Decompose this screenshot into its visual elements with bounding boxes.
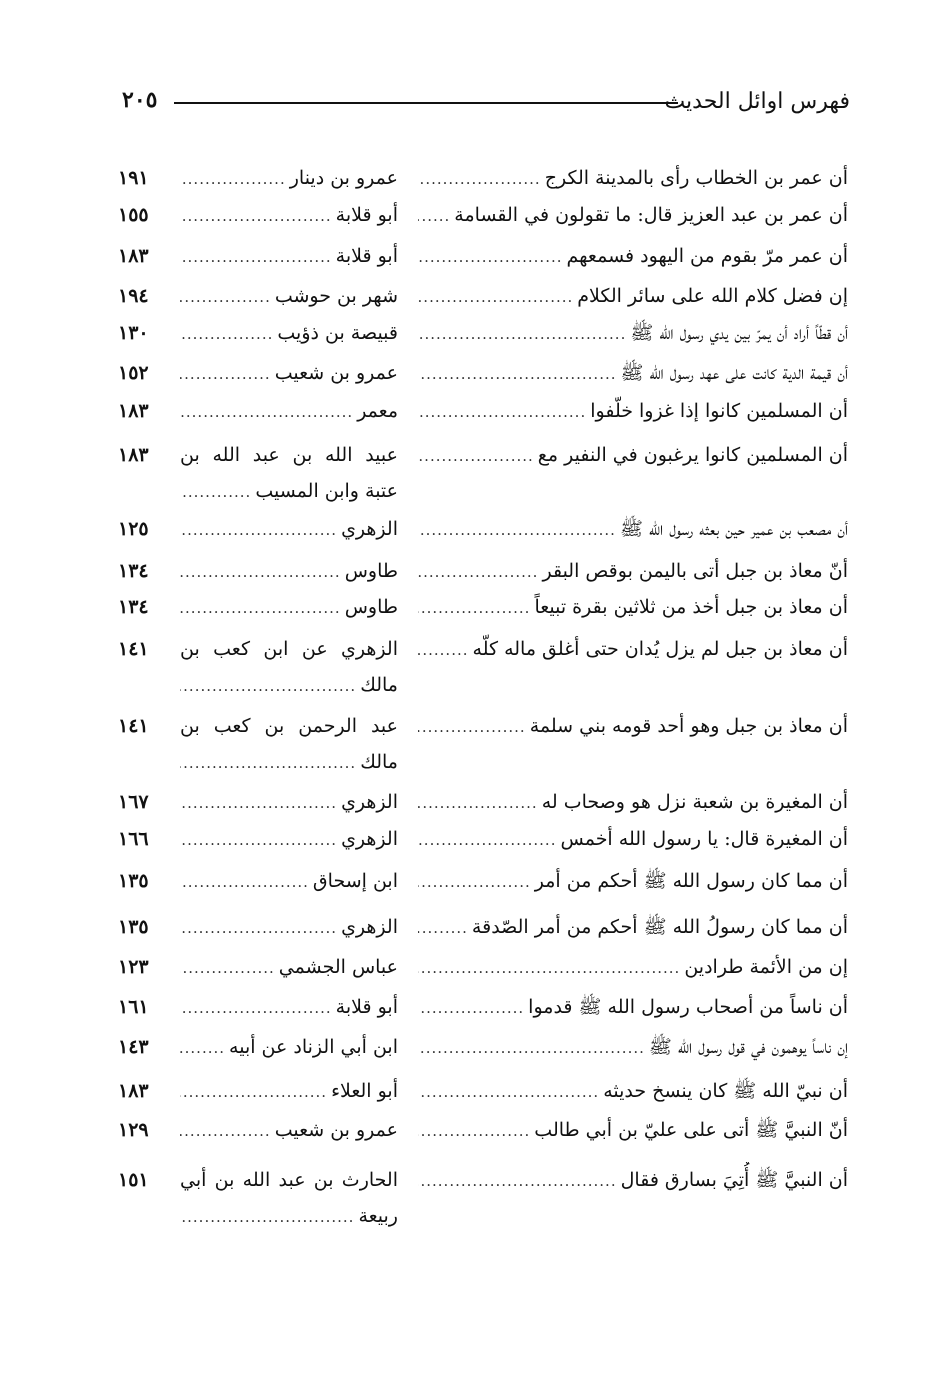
hadith-opening: أن عمر مرّ بقوم من اليهود فسمعهم ..... bbox=[418, 238, 848, 275]
hadith-opening: أن عمر بن الخطاب رأى بالمدينة الكرج ..... bbox=[418, 160, 848, 197]
hadith-opening: أن معاذ بن جبل أخذ من ثلاثين بقرة تبيعاً ..... bbox=[418, 589, 848, 626]
page-reference: ١٣٤ bbox=[118, 596, 149, 618]
page-reference: ١٣٥ bbox=[118, 916, 149, 938]
hadith-opening: أن معاذ بن جبل لم يزل يُدان حتى أغلق ماله كلّه ..... bbox=[418, 631, 848, 668]
running-title: فهرس اوائل الحديث bbox=[664, 89, 850, 114]
hadith-opening: إن من الأئمة طرادين ..... bbox=[418, 949, 848, 986]
narrator: عمرو بن دينار ..... bbox=[180, 160, 398, 197]
narrator: ابن إسحاق ..... bbox=[180, 863, 398, 900]
page-reference: ١٩١ bbox=[118, 167, 149, 189]
page-reference: ١٨٣ bbox=[118, 400, 149, 422]
hadith-opening: أن مما كان رسول الله ﷺ أحكم من أمر ..... bbox=[418, 863, 848, 900]
narrator: شهر بن حوشب ..... bbox=[180, 278, 398, 315]
page-number: ٢٠٥ bbox=[122, 87, 158, 113]
narrator: أبو قلابة ..... bbox=[180, 197, 398, 234]
page-reference: ١٤١ bbox=[118, 715, 149, 737]
hadith-opening: أن عمر بن عبد العزيز قال: ما تقولون في القسامة ..... bbox=[418, 197, 848, 234]
hadith-opening: أن المسلمين كانوا إذا غزوا خلّفوا ..... bbox=[418, 393, 848, 430]
narrator: معمر ..... bbox=[180, 393, 398, 430]
narrator: عمرو بن شعيب ..... bbox=[180, 355, 398, 392]
hadith-opening: أن معاذ بن جبل وهو أحد قومه بني سلمة ..... bbox=[418, 708, 848, 745]
page-reference: ١٣٥ bbox=[118, 870, 149, 892]
narrator: ابن أبي الزناد عن أبيه ..... bbox=[180, 1029, 398, 1066]
page-reference: ١٩٤ bbox=[118, 285, 149, 307]
page-reference: ١٦٦ bbox=[118, 828, 149, 850]
hadith-opening: أن المغيرة بن شعبة نزل هو وصحاب له ..... bbox=[418, 784, 848, 821]
hadith-opening: أن ناساً من أصحاب رسول الله ﷺ قدموا ..... bbox=[418, 989, 848, 1026]
page-reference: ١٦٧ bbox=[118, 791, 149, 813]
narrator: طاوس ..... bbox=[180, 589, 398, 626]
hadith-opening: أن مصعب بن عمير حين بعثه رسول الله ﷺ ..... bbox=[418, 511, 848, 548]
narrator: الزهري عن ابن كعب بن مالك ..... bbox=[180, 631, 398, 704]
narrator: عمرو بن شعيب ..... bbox=[180, 1112, 398, 1149]
narrator: أبو قلابة ..... bbox=[180, 989, 398, 1026]
narrator: الزهري ..... bbox=[180, 784, 398, 821]
narrator: الحارث بن عبد الله بن أبي ربيعة ..... bbox=[180, 1162, 398, 1235]
page-reference: ١٦١ bbox=[118, 996, 149, 1018]
narrator: أبو العلاء ..... bbox=[180, 1073, 398, 1110]
narrator: أبو قلابة ..... bbox=[180, 238, 398, 275]
narrator: طاوس ..... bbox=[180, 553, 398, 590]
hadith-opening: أن نبيّ الله ﷺ كان ينسخ حديثه ..... bbox=[418, 1073, 848, 1110]
hadith-opening: أن المسلمين كانوا يرغبون في النفير مع ..... bbox=[418, 437, 848, 474]
hadith-opening: أن قيمة الدية كانت على عهد رسول الله ﷺ ..... bbox=[418, 355, 848, 392]
narrator: الزهري ..... bbox=[180, 909, 398, 946]
hadith-opening: أن قطّاً أراد أن يمرّ بين يدي رسول الله ﷺ ..... bbox=[418, 315, 848, 352]
narrator: عبد الرحمن بن كعب بن مالك ..... bbox=[180, 708, 398, 781]
page-reference: ١٥٥ bbox=[118, 204, 149, 226]
page-reference: ١٤١ bbox=[118, 638, 149, 660]
narrator: الزهري ..... bbox=[180, 821, 398, 858]
page-reference: ١٥٢ bbox=[118, 362, 149, 384]
narrator: عبيد الله بن عبد الله بن عتبة وابن المسيب ..... bbox=[180, 437, 398, 510]
page-reference: ١٢٩ bbox=[118, 1119, 149, 1141]
page-header bbox=[122, 86, 850, 120]
page-reference: ١٢٥ bbox=[118, 518, 149, 540]
hadith-opening: أن النبيَّ ﷺ أُتِيَ بسارق فقال ..... bbox=[418, 1162, 848, 1199]
page-reference: ١٣٠ bbox=[118, 322, 149, 344]
page-reference: ١٢٣ bbox=[118, 956, 149, 978]
hadith-opening: إن فضل كلام الله على سائر الكلام ..... bbox=[418, 278, 848, 315]
narrator: الزهري ..... bbox=[180, 511, 398, 548]
narrator: عباس الجشمي ..... bbox=[180, 949, 398, 986]
hadith-opening: أن المغيرة قال: يا رسول الله أخمس ..... bbox=[418, 821, 848, 858]
hadith-opening: أنّ النبيَّ ﷺ أتى على عليّ بن أبي طالب ..... bbox=[418, 1112, 848, 1149]
page-reference: ١٣٤ bbox=[118, 560, 149, 582]
page-reference: ١٨٣ bbox=[118, 245, 149, 267]
header-rule bbox=[174, 102, 678, 104]
page-reference: ١٥١ bbox=[118, 1169, 149, 1191]
page-reference: ١٨٣ bbox=[118, 1080, 149, 1102]
page-reference: ١٤٣ bbox=[118, 1036, 149, 1058]
hadith-opening: أن مما كان رسولُ الله ﷺ أحكم من أمر الصّدقة ..... bbox=[418, 909, 848, 946]
page-reference: ١٨٣ bbox=[118, 444, 149, 466]
narrator: قبيصة بن ذؤيب ..... bbox=[180, 315, 398, 352]
hadith-opening: أنّ معاذ بن جبل أتى باليمن بوقص البقر ..... bbox=[418, 553, 848, 590]
hadith-opening: إن ناساً يوهمون في قول رسول الله ﷺ ..... bbox=[418, 1029, 848, 1066]
